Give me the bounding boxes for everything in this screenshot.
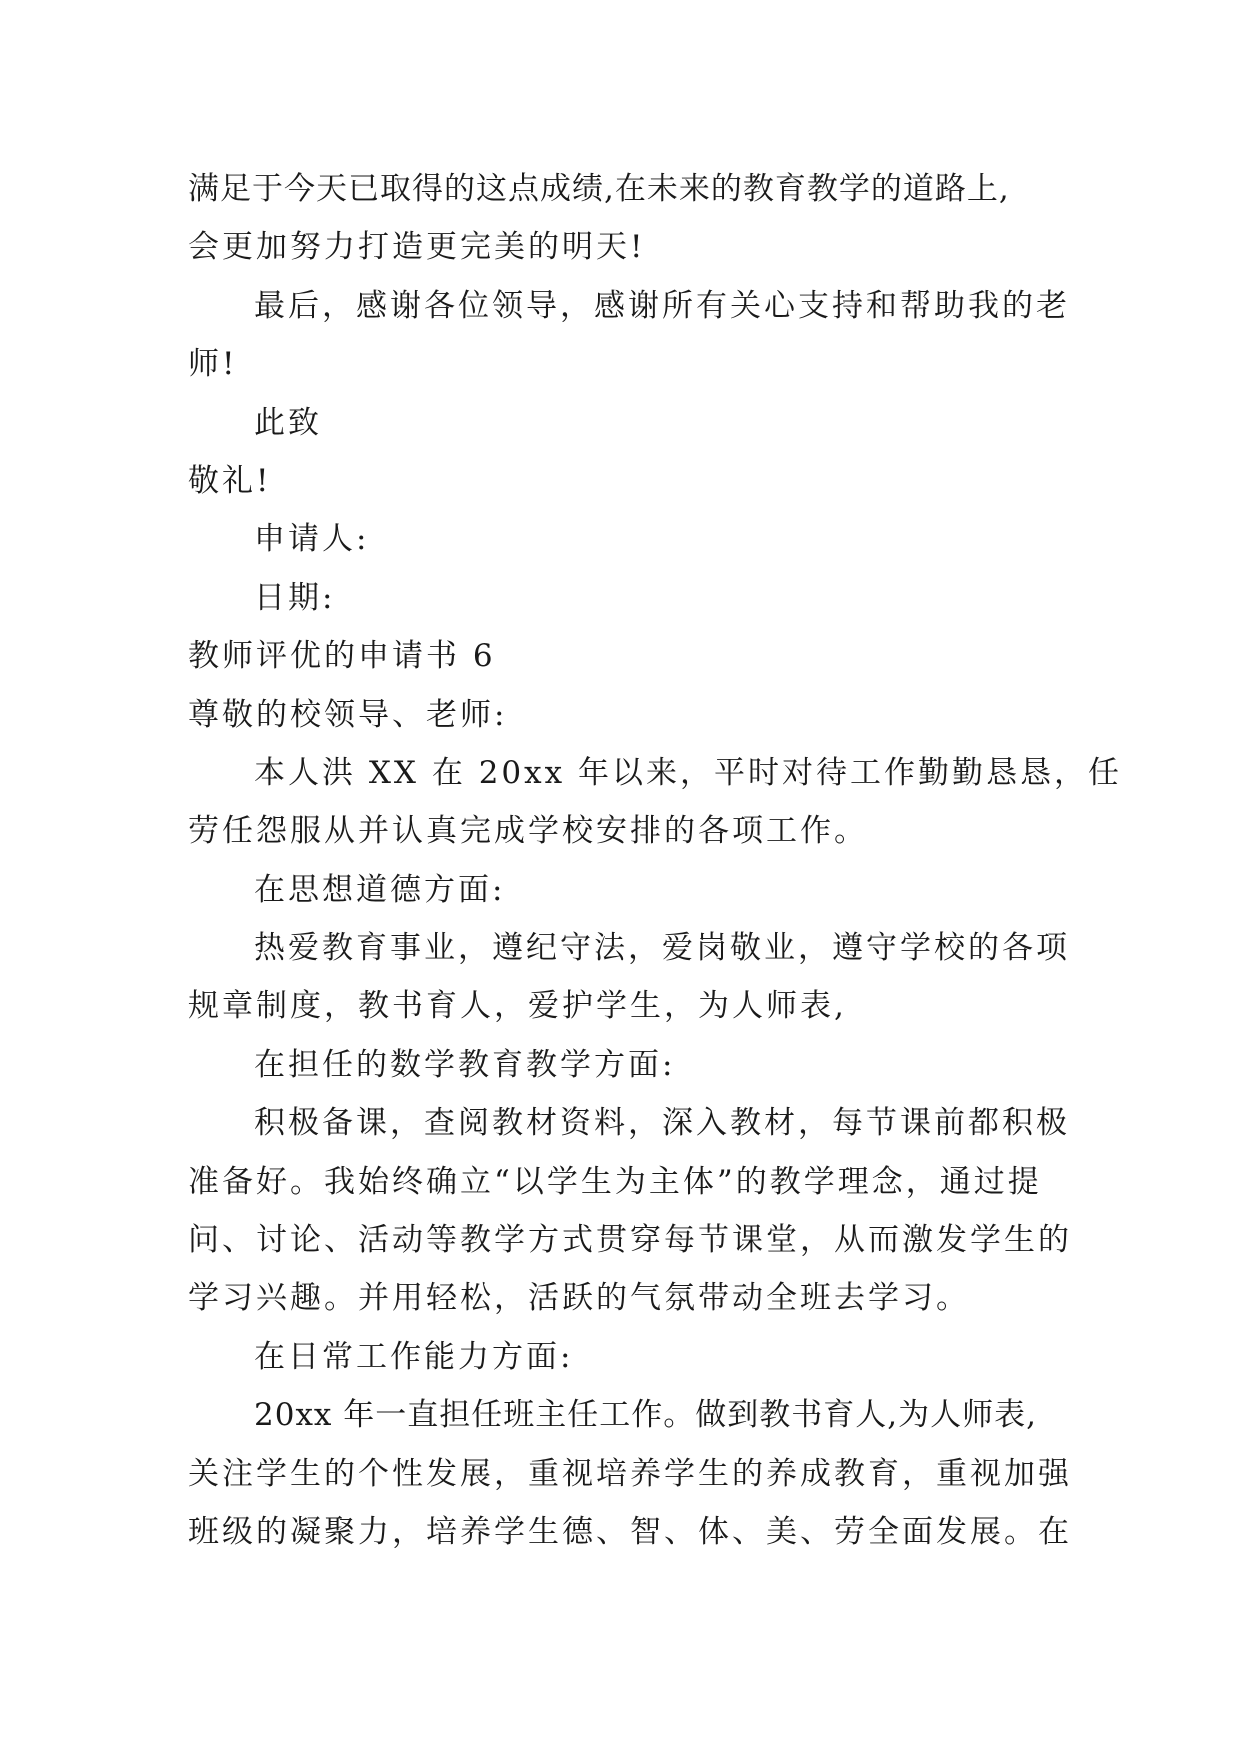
salutation: 尊敬的校领导、老师: (188, 696, 508, 733)
text-line: 学习兴趣。并用轻松，活跃的气氛带动全班去学习。 (188, 1280, 970, 1317)
text-line: 积极备课，查阅教材资料，深入教材，每节课前都积极 (254, 1105, 1070, 1142)
text-line: 20xx 年一直担任班主任工作。做到教书育人,为人师表, (254, 1397, 1037, 1434)
subheading: 在担任的数学教育教学方面: (254, 1046, 676, 1083)
text-line: 规章制度，教书育人，爱护学生，为人师表, (188, 988, 847, 1025)
closing-line: 敬礼! (188, 462, 272, 499)
document-body (188, 160, 1122, 1561)
text-line: 问、讨论、活动等教学方式贯穿每节课堂，从而激发学生的 (188, 1222, 1072, 1259)
text-line: 师! (188, 346, 238, 383)
text-line: 班级的凝聚力，培养学生德、智、体、美、劳全面发展。在 (188, 1513, 1072, 1550)
closing-line: 此致 (254, 404, 322, 441)
text-line: 准备好。我始终确立“以学生为主体”的教学理念，通过提 (188, 1163, 1042, 1200)
date-label: 日期: (254, 579, 336, 616)
text-line: 本人洪 XX 在 20xx 年以来，平时对待工作勤勤恳恳，任 (254, 754, 1122, 791)
text-line: 热爱教育事业，遵纪守法，爱岗敬业，遵守学校的各项 (254, 930, 1070, 967)
subheading: 在日常工作能力方面: (254, 1338, 574, 1375)
text-line: 劳任怨服从并认真完成学校安排的各项工作。 (188, 813, 868, 850)
applicant-label: 申请人: (254, 521, 370, 558)
section-title: 教师评优的申请书 6 (188, 638, 496, 675)
text-line: 满足于今天已取得的这点成绩,在未来的教育教学的道路上, (188, 171, 1010, 207)
text-line: 关注学生的个性发展，重视培养学生的养成教育，重视加强 (188, 1455, 1072, 1492)
subheading: 在思想道德方面: (254, 871, 506, 908)
text-line: 会更加努力打造更完美的明天! (188, 229, 646, 266)
text-line: 最后，感谢各位领导，感谢所有关心支持和帮助我的老 (254, 287, 1070, 324)
